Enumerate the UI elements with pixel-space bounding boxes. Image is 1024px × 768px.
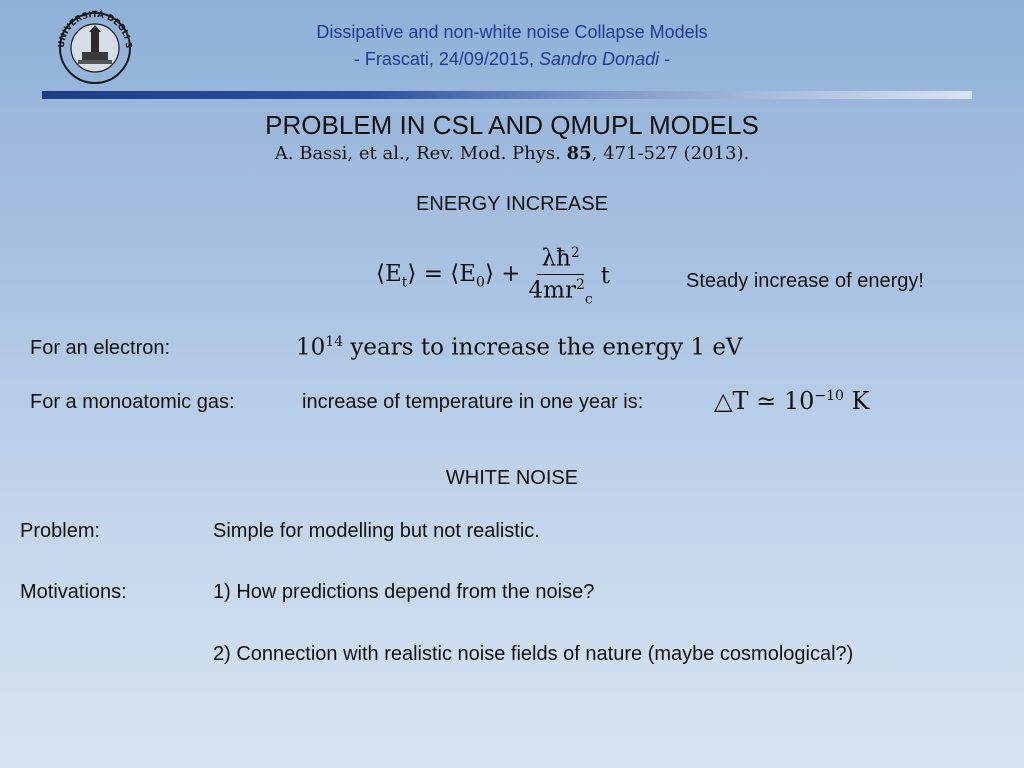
formula-lhs: $⟨E_t⟩$ = $⟨E_0⟩$ + [376, 261, 521, 291]
electron-statement: $10^{14}$ years to increase the energy 1 eV [296, 334, 743, 361]
formula-numerator: $\lambda ħ^2$ [537, 245, 583, 275]
university-seal-icon [54, 8, 136, 84]
logo-text: UNIVERSITÀ DEGLI S [56, 9, 134, 49]
presentation-subtitle [0, 49, 1024, 70]
formula-time-factor: t [600, 263, 610, 289]
reference-citation [0, 143, 1024, 164]
gas-temperature-formula: △T ≃ $10^{-10}$ K [714, 387, 870, 415]
electron-label: For an electron: [30, 337, 171, 359]
energy-increase-heading: ENERGY INCREASE [416, 193, 608, 215]
subtitle-suffix: - [659, 49, 671, 69]
gas-label: For a monoatomic gas: [30, 391, 235, 413]
motivation-item-2: 2) Connection with realistic noise fields of nature (maybe cosmological?) [213, 643, 854, 665]
reference-volume: 85 [566, 143, 592, 164]
formula-denominator: $4mr^2_c$ [528, 276, 593, 307]
slide-title: PROBLEM IN CSL AND QMUPL MODELS [265, 110, 759, 140]
problem-text: Simple for modelling but not realistic. [213, 520, 540, 542]
white-noise-heading: WHITE NOISE [445, 467, 579, 489]
motivation-item-1: 1) How predictions depend from the noise? [213, 581, 595, 603]
gas-statement: increase of temperature in one year is: [302, 391, 644, 413]
presentation-title: Dissipative and non-white noise Collapse Models [316, 22, 708, 42]
author-name: Sandro Donadi [539, 49, 660, 69]
problem-label: Problem: [20, 520, 101, 542]
event-date: - Frascati, 24/09/2015, [353, 49, 539, 69]
reference-authors: A. Bassi, et al., Rev. Mod. Phys. [274, 143, 567, 164]
energy-increase-note: Steady increase of energy! [686, 270, 924, 292]
reference-pages: , 471-527 (2013). [591, 143, 750, 164]
motivations-label: Motivations: [20, 581, 127, 603]
header-divider [42, 91, 972, 99]
formula-fraction [525, 245, 597, 307]
energy-formula [376, 236, 610, 316]
